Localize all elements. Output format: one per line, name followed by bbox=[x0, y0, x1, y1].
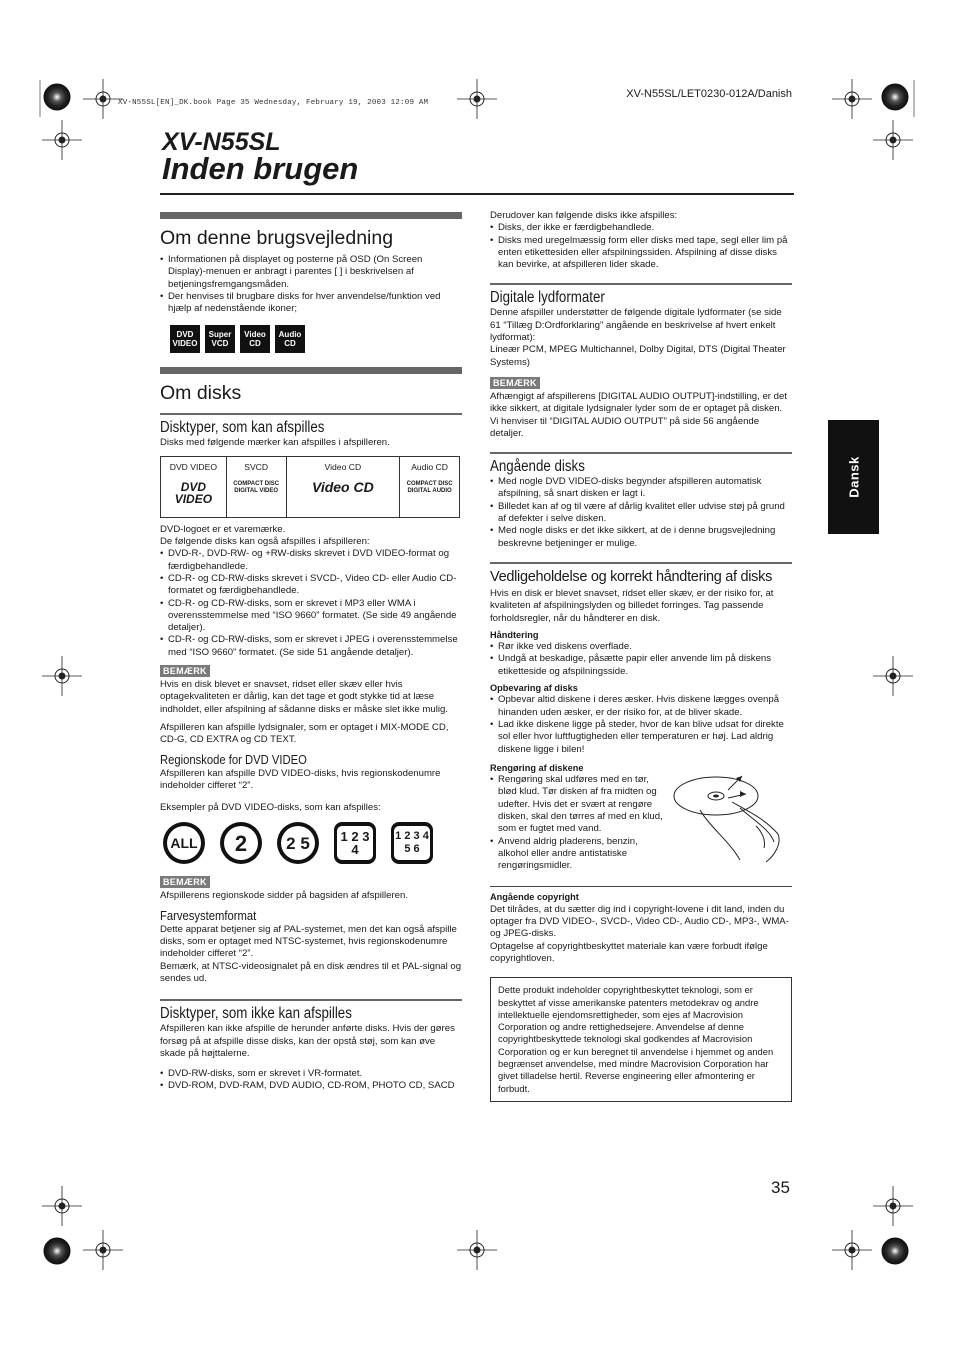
region-text: Afspilleren kan afspille DVD VIDEO-disks, hvis regionskodenumre indeholder cifferet “2”. bbox=[160, 767, 441, 791]
list-item: • Rengøring skal udføres med en tør, blød klud. Tør disken af fra midten og udefter. Hvis det er svært at rengøre disken, skal den tørres af med en klud, som er fugtet med vand. bbox=[490, 774, 666, 835]
video-cd-icon: Video CD bbox=[240, 325, 270, 353]
list-item: • Lad ikke diskene ligge på steder, hvor de kan blive udsat for direkte sol eller hvor luftfugtigheden eller temperaturen er høj. Lad aldrig diskene ligge i bilen! bbox=[490, 719, 792, 756]
table-cell: Audio CD COMPACT DISC DIGITAL AUDIO bbox=[400, 456, 460, 517]
storage-heading: Opbevaring af disks bbox=[490, 683, 578, 694]
subheading-playable: Disktyper, som kan afspilles bbox=[160, 419, 325, 437]
playable-intro: Disks med følgende mærker kan afspilles i afspilleren. bbox=[160, 437, 390, 449]
subheading-digital: Digitale lydformater bbox=[490, 289, 605, 307]
note-text: Hvis en disk blevet er snavset, ridset eller skæv eller hvis optagekvaliteten er dårlig, kan det tage et godt stykke tid at læse indholdet, eller afspilning af sådanne disks er måske slet ikke mulig. bbox=[160, 679, 448, 715]
dvd-video-icon: DVD VIDEO bbox=[170, 325, 200, 353]
page-title: Inden brugen bbox=[162, 151, 359, 186]
list-item: • Disks, der ikke er færdigbehandlede. bbox=[490, 222, 792, 234]
dvd-logo: DVD VIDEO bbox=[174, 480, 213, 507]
region-123456-icon: 1 2 3 4 5 6 bbox=[391, 822, 433, 864]
page-number: 35 bbox=[771, 1178, 790, 1197]
list-item: • Informationen på displayet og posterne på OSD (On Screen Display)-menuen er anbragt i parentes [ ] i beskrivelsen af betjeningsfremgangsmåden. bbox=[160, 254, 462, 291]
list-item: • CD-R- og CD-RW-disks, som er skrevet i JPEG i overensstemmelse med “ISO 9660” formatet. (Se side 51 angående detaljer). bbox=[160, 634, 462, 659]
region-2-icon: 2 bbox=[220, 822, 262, 864]
svcd-icon: Super VCD bbox=[205, 325, 235, 353]
file-info: XV-N55SL[EN]_DK.book Page 35 Wednesday, February 19, 2003 12:09 AM bbox=[118, 99, 429, 107]
list-item: • Undgå at beskadige, påsætte papir eller anvende lim på diskens etiketteside og afspilningsside. bbox=[490, 653, 792, 678]
table-cell: Video CD Video CD bbox=[286, 456, 400, 517]
compact-disc-logo: COMPACT DISC DIGITAL VIDEO bbox=[233, 481, 280, 495]
subheading-region: Regionskode for DVD VIDEO bbox=[160, 752, 307, 767]
note-text: Afhængigt af afspillerens [DIGITAL AUDIO OUTPUT]-indstilling, er det ikke sikkert, at digitale lydsignaler lyder som de er optaget på disken. Vi henviser til “DIGITAL AUDIO OUTPUT” på side 56 angående detaljer. bbox=[490, 390, 787, 439]
cleaning-heading: Rengøring af diskene bbox=[490, 762, 584, 773]
region-examples: Eksempler på DVD VIDEO-disks, som kan afspilles: bbox=[160, 802, 381, 814]
list-item: • Opbevar altid diskene i deres æsker. Hvis diskene lægges ovenpå hinanden uden æsker, er der risiko for, at de bliver skade. bbox=[490, 694, 792, 719]
intro-text: Derudover kan følgende disks ikke afspilles: bbox=[490, 210, 678, 221]
copyright-text: Optagelse af copyrightbeskyttet materiale kan være forbudt ifølge copyrightloven. bbox=[490, 940, 768, 964]
subheading-color: Farvesystemformat bbox=[160, 908, 257, 923]
audio-cd-icon: Audio CD bbox=[275, 325, 305, 353]
care-text: Hvis en disk er blevet snavset, ridset eller skæv, er der risiko for, at kvaliteten af afspilningslyden og billedet forringes. Tag passende forholdsregler, når du håndterer en disk. bbox=[490, 587, 774, 624]
copyright-heading: Angående copyright bbox=[490, 892, 579, 903]
note-badge: BEMÆRK bbox=[490, 377, 540, 389]
digital-text: Denne afspiller understøtter de følgende digitale lydformater (se side 61 “Tillæg D:Ordforklaring” angående en beskrivelse af hvert enkelt lydformat): bbox=[490, 307, 782, 344]
unplayable-text: Afspilleren kan ikke afspille de herunder anførte disks. Hvis der gøres forsøg på at afspille disse disks, kan der opstå støj, som kan øve skade på højttalerne. bbox=[160, 1023, 455, 1059]
handling-heading: Håndtering bbox=[490, 629, 539, 640]
model-name: XV-N55SL bbox=[162, 128, 281, 156]
color-text: Dette apparat betjener sig af PAL-systemet, men det kan også afspille disks, som er optaget med NTSC-systemet, hvis regionskodenumre indeholder cifferet “2”. bbox=[160, 923, 457, 960]
list-item: • CD-R- og CD-RW-disks skrevet i SVCD-, Video CD- eller Audio CD-formatet og færdigbehandlede. bbox=[160, 573, 462, 598]
list-item: • Billedet kan af og til være af dårlig kvalitet eller udvise støj på grund af defekter i selve disken. bbox=[490, 501, 792, 526]
table-cell: DVD VIDEO DVD VIDEO bbox=[161, 456, 227, 517]
video-cd-logo: Video CD bbox=[312, 479, 374, 496]
note-text: Afspilleren kan afspille lydsignaler, som er optaget i MIX-MODE CD, CD-G, CD EXTRA og CD TEXT. bbox=[160, 721, 449, 746]
subheading-about-disks: Angående disks bbox=[490, 458, 585, 476]
list-item: • Rør ikke ved diskens overflade. bbox=[490, 641, 792, 653]
list-item: • Med nogle disks er det ikke sikkert, at de i denne brugsvejledning beskrevne betjeninger er mulige. bbox=[490, 525, 792, 550]
digital-formats: Lineær PCM, MPEG Multichannel, Dolby Digital, DTS (Digital Theater Systems) bbox=[490, 344, 786, 368]
note-text: Afspillerens regionskode sidder på bagsiden af afspilleren. bbox=[160, 890, 408, 902]
text-line: DVD-logoet er et varemærke. bbox=[160, 523, 286, 535]
copyright-text: Det tilrådes, at du sætter dig ind i copyright-lovene i dit land, inden du optager fra DVD VIDEO-, SVCD-, Video CD-, Audio CD-, MP3-, WMA- og JPEG-disks. bbox=[490, 903, 789, 940]
list-item: • CD-R- og CD-RW-disks, som er skrevet i MP3 eller WMA i overensstemmelse med “ISO 9660” formatet. (Se side 49 angående detaljer). bbox=[160, 598, 462, 635]
list-item: • Anvend aldrig pladerens, benzin, alkohol eller andre antistatiske rengøringsmidler. bbox=[490, 836, 666, 873]
list-item: • DVD-R-, DVD-RW- og +RW-disks skrevet i DVD VIDEO-format og færdigbehandlede. bbox=[160, 548, 462, 573]
list-item: • DVD-RW-disks, som er skrevet i VR-formatet. bbox=[160, 1068, 462, 1080]
compact-disc-logo: COMPACT DISC DIGITAL AUDIO bbox=[406, 481, 453, 495]
region-all-icon: ALL bbox=[163, 822, 205, 864]
subheading-care: Vedligeholdelse og korrekt håndtering af disks bbox=[490, 568, 773, 585]
text-line: De følgende disks kan også afspilles i afspilleren: bbox=[160, 536, 370, 548]
section-heading-guide: Om denne brugsvejledning bbox=[160, 227, 394, 249]
region-2-5-icon: 2 5 bbox=[277, 822, 319, 864]
section-heading-disks: Om disks bbox=[160, 382, 242, 405]
note-badge: BEMÆRK bbox=[160, 876, 210, 888]
region-1234-icon: 1 2 3 4 bbox=[334, 822, 376, 864]
doc-code: XV-N55SL/LET0230-012A/Danish bbox=[626, 88, 792, 100]
macrovision-notice: Dette produkt indeholder copyrightbeskyttet teknologi, som er beskyttet af visse amerikanske patenters metodekrav og andre intellektuelle ejendomsrettigheder, som ejes af Macrovision Corporation og andre rettighedsejere. Anvendelse af denne copyrightbeskyttede teknologi skal godkendes af Macrovision Corporation og er kun beregnet til anvendelse i hjemmet og anden begrænset anvendelse, med mindre Macrovision Corporation har givet tilladelse hertil. Reverse engineering eller afmontering er forbudt. bbox=[490, 977, 792, 1102]
note-badge: BEMÆRK bbox=[160, 665, 210, 677]
list-item: • Der henvises til brugbare disks for hver anvendelse/funktion ved hjælp af nedenstående ikoner; bbox=[160, 291, 462, 316]
language-tab: Dansk bbox=[828, 420, 879, 534]
subheading-unplayable: Disktyper, som ikke kan afspilles bbox=[160, 1005, 352, 1023]
list-item: • Disks med uregelmæssig form eller disks med tape, segl eller lim på enten etikettesiden eller afspilningssiden. Afspilning af disse disks kan bevirke, at afspilleren lider skade. bbox=[490, 235, 792, 272]
table-cell: SVCD COMPACT DISC DIGITAL VIDEO bbox=[226, 456, 286, 517]
color-text: Bemærk, at NTSC-videosignalet på en disk ændres til et PAL-signal og sendes ud. bbox=[160, 960, 462, 984]
list-item: • DVD-ROM, DVD-RAM, DVD AUDIO, CD-ROM, PHOTO CD, SACD bbox=[160, 1080, 462, 1092]
list-item: • Med nogle DVD VIDEO-disks begynder afspilleren automatisk afspilning, så snart disken er lagt i. bbox=[490, 476, 792, 501]
